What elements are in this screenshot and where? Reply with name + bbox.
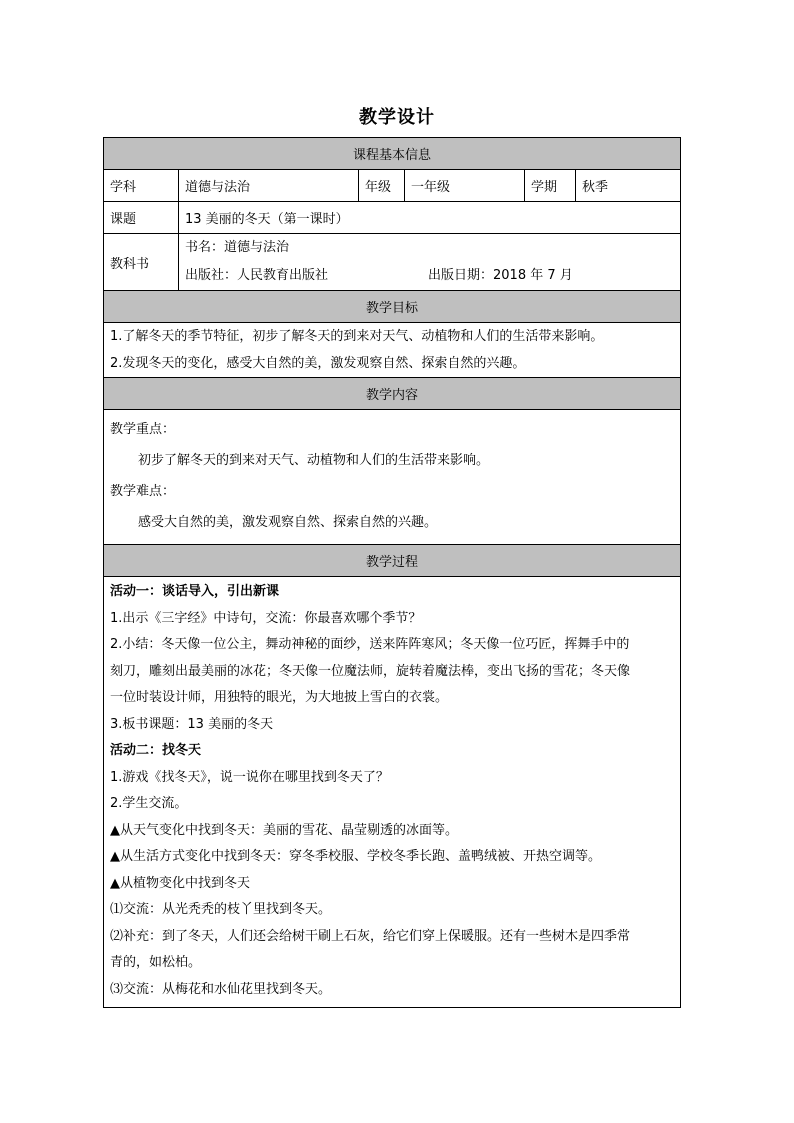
process-line: 2.学生交流。 <box>110 796 188 811</box>
book-name: 书名：道德与法治 <box>185 240 290 255</box>
process-line: 2.小结：冬天像一位公主，舞动神秘的面纱，送来阵阵寒风；冬天像一位巧匠，挥舞手中的 <box>110 637 630 652</box>
process-line: 1.游戏《找冬天》，说一说你在哪里找到冬天了？ <box>110 769 389 785</box>
lesson-plan-table <box>103 137 681 1008</box>
term-label: 学期 <box>525 170 576 202</box>
activity-heading: 活动一：谈话导入，引出新课 <box>110 584 280 599</box>
process-line: 刻刀，雕刻出最美丽的冰花；冬天像一位魔法师，旋转着魔法棒，变出飞扬的雪花；冬天像 <box>110 663 631 679</box>
process-line: 3.板书课题：13 美丽的冬天 <box>110 716 274 732</box>
difficult-point-label: 教学难点： <box>110 484 176 499</box>
process-line: 一位时装设计师，用独特的眼光，为大地披上雪白的衣裳。 <box>110 690 449 705</box>
goal-item: 1.了解冬天的季节特征，初步了解冬天的到来对天气、动植物和人们的生活带来影响。 <box>110 329 604 344</box>
topic-value: 13 美丽的冬天（第一课时） <box>179 202 681 234</box>
textbook-info <box>179 234 681 291</box>
publisher-line <box>185 262 674 290</box>
topic-label: 课题 <box>104 202 179 234</box>
publisher: 出版社：人民教育出版社 <box>185 268 329 283</box>
publish-date: 出版日期：2018 年 7 月 <box>428 268 573 283</box>
basic-info-header: 课程基本信息 <box>104 138 681 170</box>
process-line: 1.出示《三字经》中诗句，交流：你最喜欢哪个季节？ <box>110 610 422 626</box>
key-point-text: 初步了解冬天的到来对天气、动植物和人们的生活带来影响。 <box>138 453 490 468</box>
key-point-label: 教学重点： <box>110 422 176 437</box>
subject-value: 道德与法治 <box>179 170 359 202</box>
grade-label: 年级 <box>359 170 405 202</box>
process-cell <box>104 577 681 1008</box>
goals-cell <box>104 323 681 378</box>
term-value: 秋季 <box>576 170 681 202</box>
process-line: ⑶交流：从梅花和水仙花里找到冬天。 <box>110 981 332 997</box>
subject-label: 学科 <box>104 170 179 202</box>
content-cell <box>104 410 681 545</box>
process-line: ⑵补充：到了冬天，人们还会给树干刷上石灰，给它们穿上保暖服。还有一些树木是四季常 <box>110 928 631 944</box>
process-line: ▲从生活方式变化中找到冬天：穿冬季校服、学校冬季长跑、盖鸭绒被、开热空调等。 <box>110 849 601 864</box>
goal-item: 2.发现冬天的变化，感受大自然的美，激发观察自然、探索自然的兴趣。 <box>110 356 526 371</box>
grade-value: 一年级 <box>405 170 525 202</box>
process-line: ⑴交流：从光秃秃的枝丫里找到冬天。 <box>110 902 332 917</box>
process-header: 教学过程 <box>104 545 681 577</box>
page-title: 教学设计 <box>359 107 435 128</box>
content-header: 教学内容 <box>104 378 681 410</box>
process-line: ▲从植物变化中找到冬天 <box>110 875 250 891</box>
activity-heading: 活动二：找冬天 <box>110 743 202 758</box>
process-line: ▲从天气变化中找到冬天：美丽的雪花、晶莹剔透的冰面等。 <box>110 822 458 838</box>
difficult-point-text: 感受大自然的美，激发观察自然、探索自然的兴趣。 <box>138 515 438 530</box>
process-line: 青的，如松柏。 <box>110 955 202 970</box>
textbook-label: 教科书 <box>104 234 179 291</box>
goals-header: 教学目标 <box>104 291 681 323</box>
